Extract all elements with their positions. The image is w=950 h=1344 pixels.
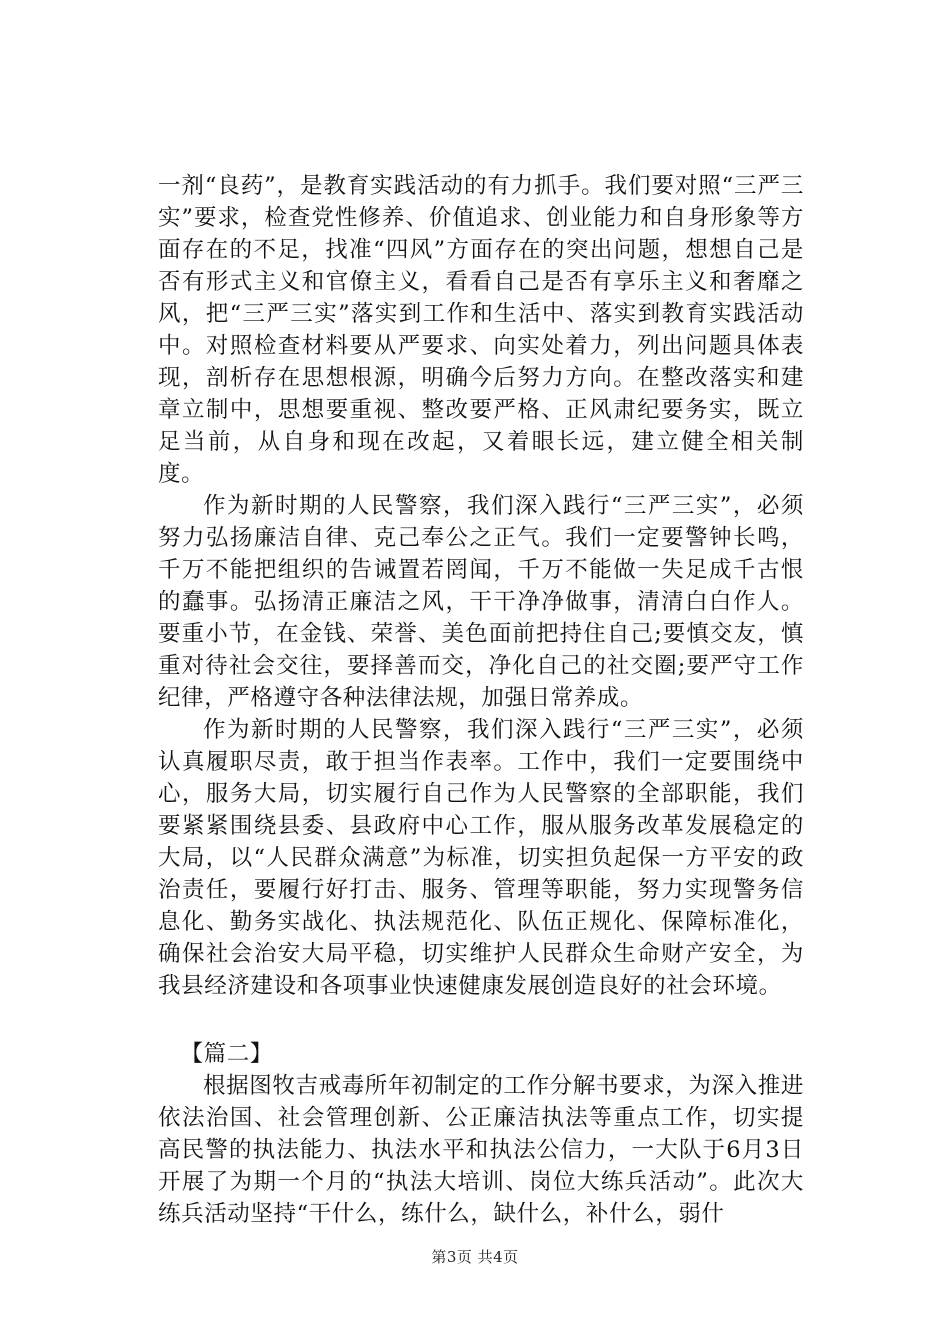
section-heading: 【篇二】 [180,1041,273,1067]
paragraph-continuation: 一剂“良药”，是教育实践活动的有力抓手。我们要对照“三严三实”要求，检查党性修养、价值追求、创业能力和自身形象等方面存在的不足，找准“四风”方面存在的突出问题，想想自己是否有形式主义和官僚主义，看看自己是否有享乐主义和奢靡之风，把“三严三实”落实到工作和生活中、落实到教育实践活动中。对照检查材料要从严要求、向实处着力，列出问题具体表现，剖析存在思想根源，明确今后努力方向。在整改落实和建章立制中，思想要重视、整改要严格、正风肃纪要务实，既立足当前，从自身和现在改起，又着眼长远，建立健全相关制度。 [158,173,804,487]
document-body [158,170,804,1230]
page-footer [0,1246,950,1267]
paragraph-section-two: 根据图牧吉戒毒所年初制定的工作分解书要求，为深入推进依法治国、社会管理创新、公正廉洁执法等重点工作，切实提高民警的执法能力、执法水平和执法公信力，一大队于6月3日开展了为期一个月的“执法大培训、岗位大练兵活动”。此次大练兵活动坚持“干什么，练什么，缺什么，补什么，弱什 [158,1073,804,1227]
paragraph-duty: 作为新时期的人民警察，我们深入践行“三严三实”，必须认真履职尽责，敢于担当作表率。工作中，我们一定要围绕中心，服务大局，切实履行自己作为人民警察的全部职能，我们要紧紧围绕县委、县政府中心工作，服从服务改革发展稳定的大局，以“人民群众满意”为标准，切实担负起保一方平安的政治责任，要履行好打击、服务、管理等职能，努力实现警务信息化、勤务实战化、执法规范化、队伍正规化、保障标准化，确保社会治安大局平稳，切实维护人民群众生命财产安全，为我县经济建设和各项事业快速健康发展创造良好的社会环境。 [158,717,804,999]
paragraph-integrity: 作为新时期的人民警察，我们深入践行“三严三实”，必须努力弘扬廉洁自律、克己奉公之正气。我们一定要警钟长鸣，千万不能把组织的告诫置若罔闻，千万不能做一失足成千古恨的蠢事。弘扬清正廉洁之风，干干净净做事，清清白白作人。要重小节，在金钱、荣誉、美色面前把持住自己;要慎交友，慎重对待社会交往，要择善而交，净化自己的社交圈;要严守工作纪律，严格遵守各种法律法规，加强日常养成。 [158,493,804,711]
page-number-label: 第3页 共4页 [431,1248,519,1266]
